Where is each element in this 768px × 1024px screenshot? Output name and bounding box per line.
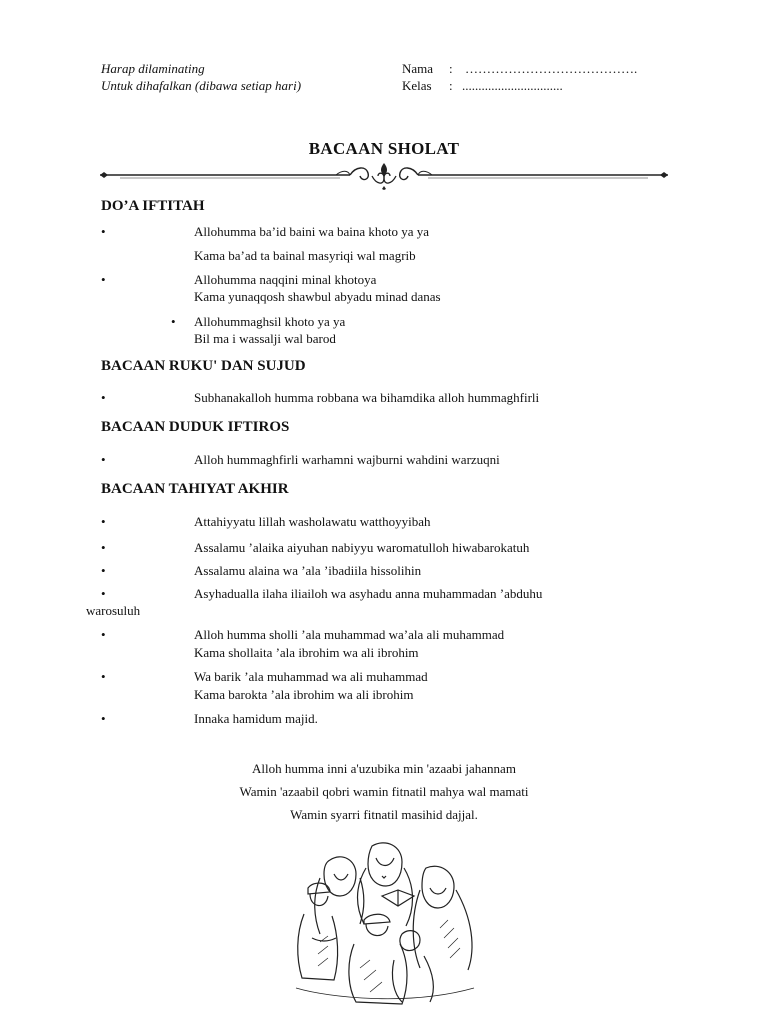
bullet: • (101, 669, 106, 684)
iftitah-line-6: Bil ma i wassalji wal barod (194, 331, 336, 346)
ruku-line-1: Subhanakalloh humma robbana wa bihamdika alloh hummaghfirli (194, 390, 540, 405)
nama-fill-dots: …………………………………. (465, 61, 638, 76)
bullet: • (101, 452, 106, 467)
section-heading-ruku-sujud: BACAAN RUKU' DAN SUJUD (101, 358, 306, 374)
tahiyat-line-6: Kama shollaita ’ala ibrohim wa ali ibrohim (194, 645, 419, 660)
ornamental-divider (100, 160, 668, 190)
tahiyat-line-4: Asyhadualla ilaha iliailoh wa asyhadu anna muhammadan ’abduhu (194, 586, 543, 601)
tahiyat-line-3: Assalamu alaina wa ’ala ’ibadiila hissolihin (194, 563, 422, 578)
bullet: • (101, 563, 106, 578)
iftitah-line-2: Kama ba’ad ta bainal masyriqi wal magrib (194, 248, 416, 263)
bullet: • (171, 314, 176, 329)
header-note-memorize: Untuk dihafalkan (dibawa setiap hari) (101, 78, 302, 93)
kelas-fill-dots: ............................... (462, 78, 563, 93)
tahiyat-line-2: Assalamu ’alaika aiyuhan nabiyyu waromatulloh hiwabarokatuh (194, 540, 530, 555)
iftitah-line-3: Allohumma naqqini minal khotoya (194, 272, 377, 287)
bullet: • (101, 390, 106, 405)
tahiyat-line-4-wrap: warosuluh (86, 603, 141, 618)
children-reading-illustration (290, 838, 480, 1008)
kelas-colon: : (449, 78, 453, 93)
section-heading-iftitah: DO’A IFTITAH (101, 198, 205, 214)
section-heading-iftiros: BACAAN DUDUK IFTIROS (101, 419, 290, 435)
bullet: • (101, 224, 106, 239)
bullet: • (101, 586, 106, 601)
bullet: • (101, 514, 106, 529)
header-note-laminate: Harap dilaminating (101, 61, 205, 76)
bullet: • (101, 272, 106, 287)
tahiyat-line-5: Alloh humma sholli ’ala muhammad wa’ala ali muhammad (194, 627, 505, 642)
iftitah-line-4: Kama yunaqqosh shawbul abyadu minad danas (194, 289, 441, 304)
page-title: BACAAN SHOLAT (308, 139, 460, 158)
kelas-label: Kelas (402, 78, 432, 93)
nama-colon: : (449, 61, 453, 76)
bullet: • (101, 711, 106, 726)
iftitah-line-5: Allohummaghsil khoto ya ya (194, 314, 346, 329)
tahiyat-line-8: Kama barokta ’ala ibrohim wa ali ibrohim (194, 687, 414, 702)
bullet: • (101, 540, 106, 555)
tahiyat-line-9: Innaka hamidum majid. (194, 711, 318, 726)
iftitah-line-1: Allohumma ba’id baini wa baina khoto ya ya (194, 224, 430, 239)
tahiyat-line-7: Wa barik ’ala muhammad wa ali muhammad (194, 669, 428, 684)
closing-line-2: Wamin 'azaabil qobri wamin fitnatil mahya wal mamati (239, 784, 529, 799)
closing-line-1: Alloh humma inni a'uzubika min 'azaabi jahannam (252, 761, 516, 776)
iftiros-line-1: Alloh hummaghfirli warhamni wajburni wahdini warzuqni (194, 452, 500, 467)
tahiyat-line-1: Attahiyyatu lillah washolawatu watthoyyibah (194, 514, 431, 529)
section-heading-tahiyat-akhir: BACAAN TAHIYAT AKHIR (101, 481, 289, 497)
closing-line-3: Wamin syarri fitnatil masihid dajjal. (290, 807, 478, 822)
nama-label: Nama (402, 61, 434, 76)
bullet: • (101, 627, 106, 642)
